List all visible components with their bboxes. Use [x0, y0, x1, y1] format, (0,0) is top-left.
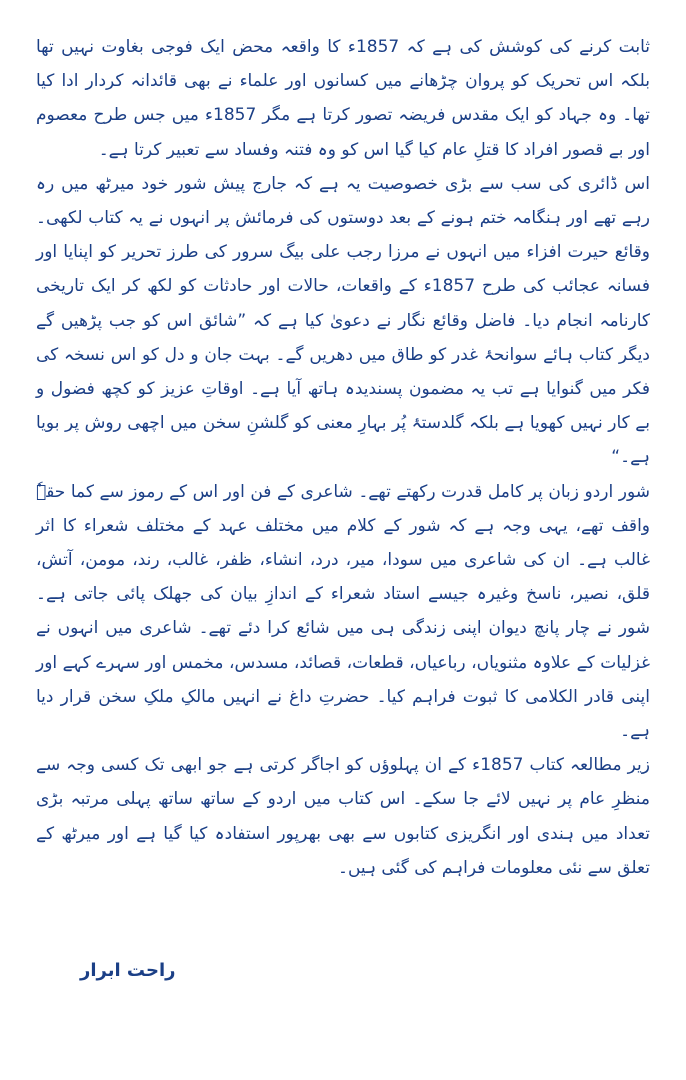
- paragraph-1: ثابت کرنے کی کوشش کی ہے کہ 1857ء کا واقعہ محض ایک فوجی بغاوت نہیں تھا بلکہ اس تحریک کو پروان چڑھانے میں کسانوں اور علماء نے بھی قائدانہ کردار ادا کیا تھا۔ وہ جہاد کو ایک مقدس فریضہ تصور کرتا ہے مگر 1857ء میں جس طرح معصوم اور بے قصور افراد کا قتلِ عام کیا گیا اس کو وہ فتنہ وفساد سے تعبیر کرتا ہے۔: [36, 37, 651, 160]
- author-signature: راحت ابرار: [80, 960, 176, 981]
- paragraph-4: زیر مطالعہ کتاب 1857ء کے ان پہلوؤں کو اجاگر کرتی ہے جو ابھی تک کسی وجہ سے منظرِ عام پر نہیں لائے جا سکے۔ اس کتاب میں اردو کے ساتھ ساتھ پہلی مرتبہ بڑی تعداد میں ہندی اور انگریزی کتابوں سے بھی بھرپور استفادہ کیا گیا ہے اور میرٹھ کے تعلق سے نئی معلومات فراہم کی گئی ہیں۔: [36, 755, 650, 878]
- body-text: [36, 30, 650, 885]
- paragraph-2: اس ڈائری کی سب سے بڑی خصوصیت یہ ہے کہ جارج پیش شور خود میرٹھ میں رہ رہے تھے اور ہنگامہ ختم ہونے کے بعد دوستوں کی فرمائش پر انہوں نے یہ کتاب لکھی۔ وقائع حیرت افزاء میں انہوں نے مرزا رجب علی بیگ سرور کی طرز تحریر کو اپنایا اور فسانہ عجائب کی طرح 1857ء کے واقعات، حالات اور حادثات کو لکھ کر ایک تاریخی کارنامہ انجام دیا۔ فاضل وقائع نگار نے دعویٰ کیا ہے کہ ”شائق اس کو جب پڑھیں گے دیگر کتاب ہائے سوانحۂ غدر کو طاق میں دھریں گے۔ بہت جان و دل کو اس نسخہ کی فکر میں گنوایا ہے تب یہ مضمون پسندیدہ ہاتھ آیا ہے۔ اوقاتِ عزیز کو کچھ فضول و بے کار نہیں کھویا ہے بلکہ گلدستۂ پُر بہارِ معنی کو گلشنِ سخن میں اچھی روش پر بویا ہے۔“: [36, 173, 650, 468]
- paragraph-3: شور اردو زبان پر کامل قدرت رکھتے تھے۔ شاعری کے فن اور اس کے رموز سے کما حقہٗ واقف تھے، یہی وجہ ہے کہ شور کے کلام میں مختلف عہد کے مختلف شعراء کا اثر غالب ہے۔ ان کی شاعری میں سودا، میر، درد، انشاء، ظفر، غالب، رند، مومن، آتش، قلق، نصیر، ناسخ وغیرہ جیسے استاد شعراء کے اندازِ بیان کی جھلک پائی جاتی ہے۔ شور نے چار پانچ دیوان اپنی زندگی ہی میں شائع کرا دئے تھے۔ شاعری میں انہوں نے غزلیات کے علاوہ مثنویاں، رباعیاں، قطعات، قصائد، مسدس، مخمس اور سہرے کہے اور اپنی قادر الکلامی کا ثبوت فراہم کیا۔ حضرتِ داغ نے انہیں مالکِ ملکِ سخن قرار دیا ہے۔: [36, 481, 650, 742]
